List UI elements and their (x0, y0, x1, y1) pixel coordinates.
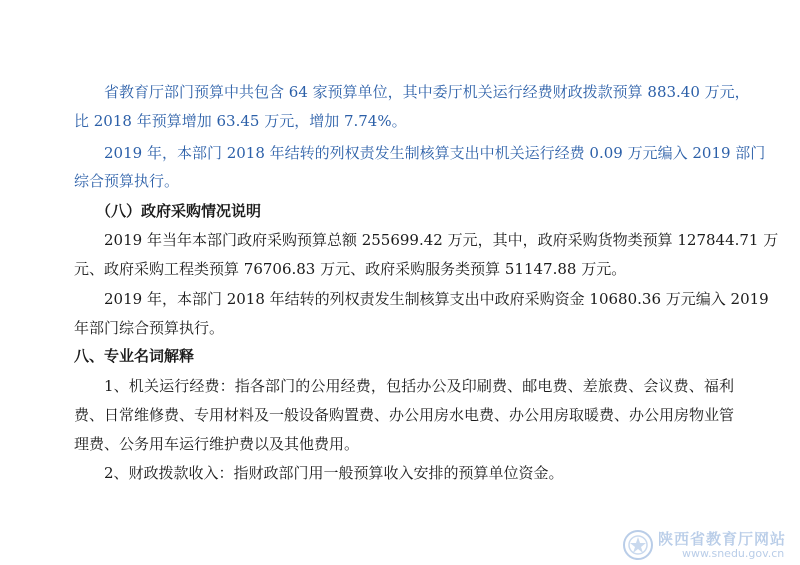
paragraph-line: 综合预算执行。 (74, 172, 180, 190)
paragraph-text: 2019 年当年本部门政府采购预算总额 255699.42 万元，其中，政府采购货物类预算 127844.71 万 (104, 231, 779, 249)
paragraph-text: 2019 年，本部门 2018 年结转的列权责发生制核算支出中政府采购资金 10680.36 万元编入 2019 (104, 290, 769, 308)
paragraph-line: 比 2018 年预算增加 63.45 万元，增加 7.74%。 (74, 112, 407, 130)
section-heading-procurement: （八）政府采购情况说明 (96, 202, 262, 220)
paragraph-line: 2、财政拨款收入：指财政部门用一般预算收入安排的预算单位资金。 (104, 464, 564, 482)
paragraph-line (74, 405, 734, 425)
paragraph-line (104, 376, 734, 396)
paragraph-line: 省教育厅部门预算中共包含 64 家预算单位，其中委厅机关运行经费财政拨款预算 883.40 万元， (104, 83, 750, 101)
site-watermark (622, 528, 794, 562)
paragraph-line (104, 230, 779, 250)
paragraph-line (104, 289, 769, 309)
paragraph-line (104, 143, 766, 163)
watermark-title: 陕西省教育厅网站 (658, 530, 787, 548)
emblem-icon (622, 529, 654, 561)
paragraph-line: 年部门综合预算执行。 (74, 319, 225, 337)
paragraph-text: 费、日常维修费、专用材料及一般设备购置费、办公用房水电费、办公用房取暖费、办公用房物业管 (74, 406, 735, 424)
section-heading-terms: 八、专业名词解释 (74, 347, 195, 365)
paragraph-text: 1、机关运行经费：指各部门的公用经费，包括办公及印刷费、邮电费、差旅费、会议费、福利 (104, 377, 734, 395)
paragraph-text: 2019 年，本部门 2018 年结转的列权责发生制核算支出中机关运行经费 0.09 万元编入 2019 部门 (104, 144, 766, 162)
watermark-url: www.snedu.gov.cn (682, 547, 785, 560)
paragraph-line: 元、政府采购工程类预算 76706.83 万元、政府采购服务类预算 51147.88 万元。 (74, 260, 627, 278)
paragraph-line: 理费、公务用车运行维护费以及其他费用。 (74, 435, 360, 453)
